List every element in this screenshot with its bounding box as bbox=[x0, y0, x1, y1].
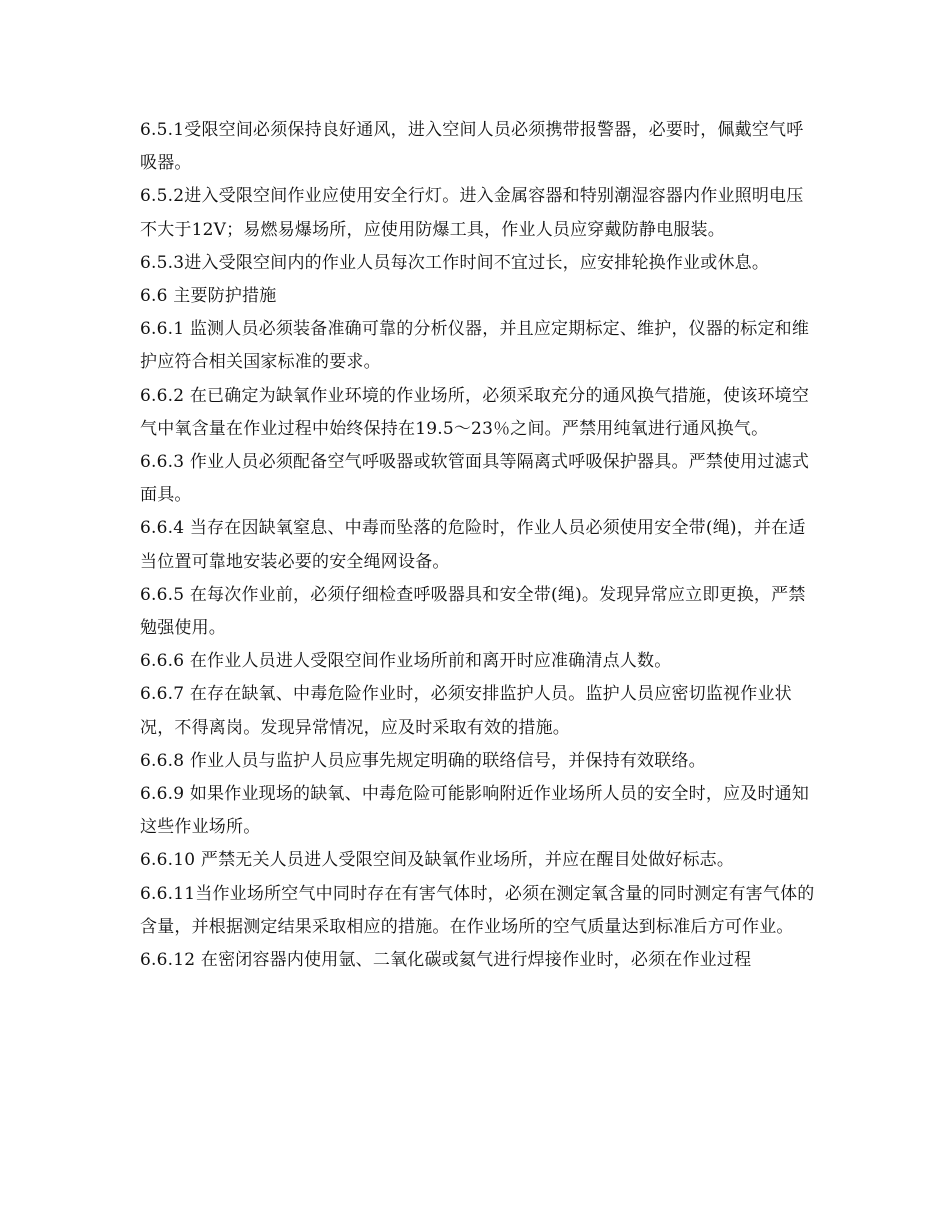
paragraph-6-6-11: 6.6.11当作业场所空气中同时存在有害气体时，必须在测定氧含量的同时测定有害气体的含量，并根据测定结果采取相应的措施。在作业场所的空气质量达到标准后方可作业。 bbox=[140, 883, 815, 937]
paragraph-6-5-3: 6.5.3进入受限空间内的作业人员每次工作时间不宜过长，应安排轮换作业或休息。 bbox=[140, 252, 770, 273]
paragraph-6-6-12: 6.6.12 在密闭容器内使用氩、二氧化碳或氦气进行焊接作业时，必须在作业过程 bbox=[140, 950, 752, 971]
paragraph-6-6-1: 6.6.1 监测人员必须装备准确可靠的分析仪器，并且应定期标定、维护，仪器的标定和维护应符合相关国家标准的要求。 bbox=[140, 319, 810, 373]
paragraph-6-6-6: 6.6.6 在作业人员进人受限空间作业场所前和离开时应准确清点人数。 bbox=[140, 651, 672, 672]
paragraph-6-5-2: 6.5.2进入受限空间作业应使用安全行灯。进入金属容器和特别潮湿容器内作业照明电压不大于12V；易燃易爆场所，应使用防爆工具，作业人员应穿戴防静电服装。 bbox=[140, 186, 804, 240]
document-body bbox=[140, 114, 820, 977]
paragraph-6-6-2: 6.6.2 在已确定为缺氧作业环境的作业场所，必须采取充分的通风换气措施，使该环境空气中氧含量在作业过程中始终保持在19.5～23％之间。严禁用纯氧进行通风换气。 bbox=[140, 385, 810, 439]
paragraph-6-6-4: 6.6.4 当存在因缺氧窒息、中毒而坠落的危险时，作业人员必须使用安全带(绳)，并在适当位置可靠地安装必要的安全绳网设备。 bbox=[140, 518, 806, 572]
paragraph-6-5-1: 6.5.1受限空间必须保持良好通风，进入空间人员必须携带报警器，必要时，佩戴空气呼吸器。 bbox=[140, 120, 804, 174]
paragraph-6-6-7: 6.6.7 在存在缺氧、中毒危险作业时，必须安排监护人员。监护人员应密切监视作业状况，不得离岗。发现异常情况，应及时采取有效的措施。 bbox=[140, 684, 792, 738]
paragraph-6-6-8: 6.6.8 作业人员与监护人员应事先规定明确的联络信号，并保持有效联络。 bbox=[140, 750, 706, 771]
paragraph-6-6-5: 6.6.5 在每次作业前，必须仔细检查呼吸器具和安全带(绳)。发现异常应立即更换，严禁勉强使用。 bbox=[140, 584, 806, 639]
paragraph-6-6-9: 6.6.9 如果作业现场的缺氧、中毒危险可能影响附近作业场所人员的安全时，应及时通知这些作业场所。 bbox=[140, 784, 810, 838]
paragraph-6-6-3: 6.6.3 作业人员必须配备空气呼吸器或软管面具等隔离式呼吸保护器具。严禁使用过滤式面具。 bbox=[140, 452, 810, 506]
section-heading-6-6: 6.6 主要防护措施 bbox=[140, 286, 277, 307]
paragraph-6-6-10: 6.6.10 严禁无关人员进人受限空间及缺氧作业场所，并应在醒目处做好标志。 bbox=[140, 850, 735, 871]
